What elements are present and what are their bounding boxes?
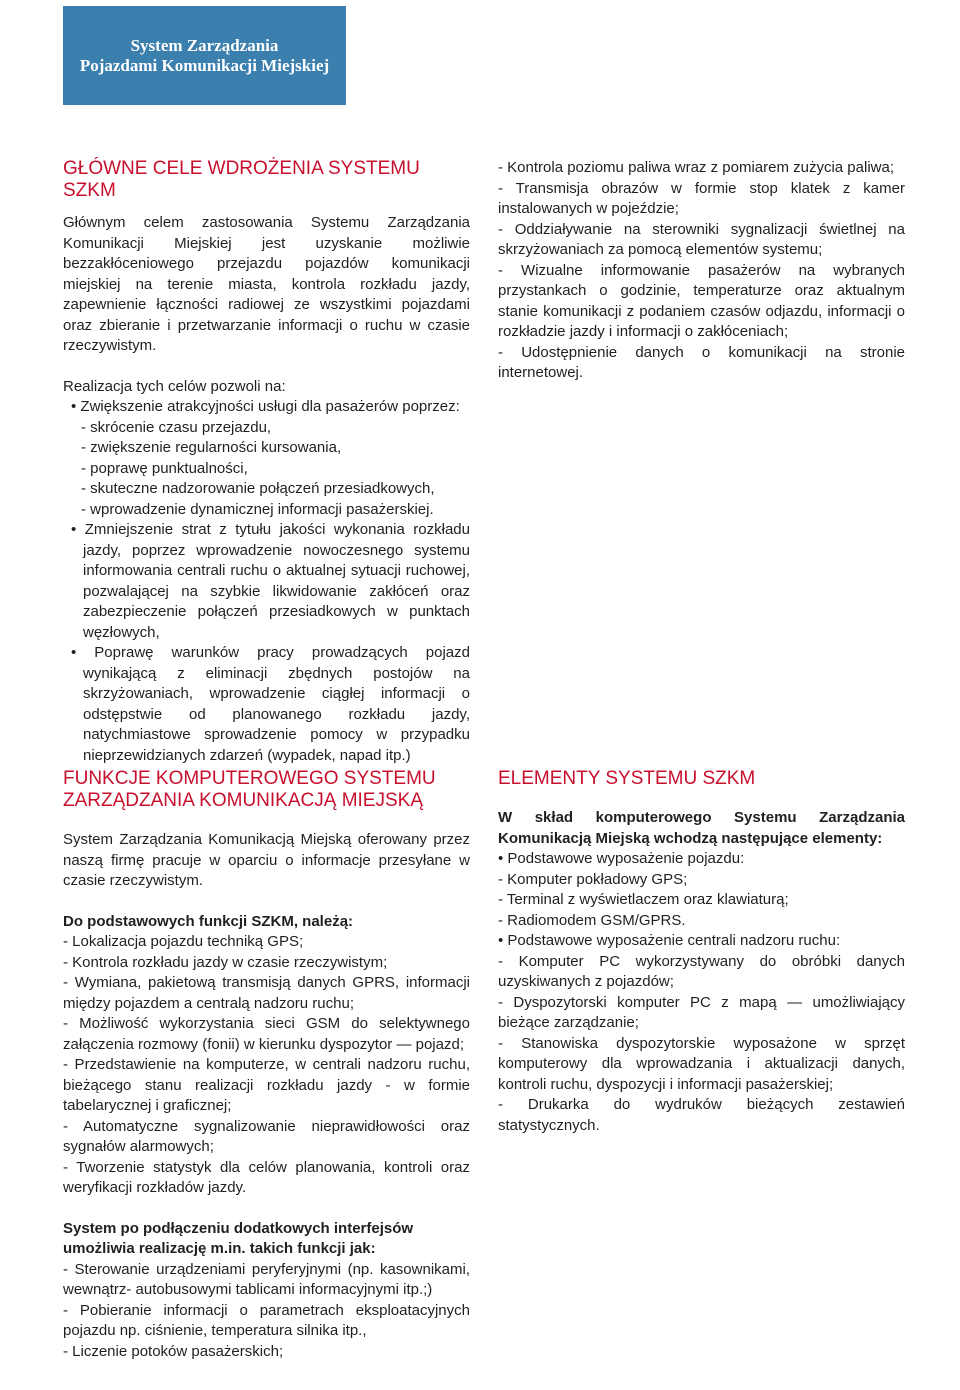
header-title-line1: System Zarządzania (130, 35, 279, 55)
list-item: - Terminal z wyświetlaczem oraz klawiaturą; (498, 891, 789, 908)
list-item: - Komputer PC wykorzystywany do obróbki danych uzyskiwanych z pojazdów; (498, 952, 905, 990)
extra-functions-list (63, 1260, 470, 1363)
goals-heading (63, 158, 470, 202)
list-item: - Dyspozytorski komputer PC z mapą — umożliwiający bieżące zarządzanie; (498, 993, 905, 1031)
list-item: • Podstawowe wyposażenie centrali nadzoru ruchu: (498, 932, 841, 949)
section-elements (498, 768, 905, 1136)
list-item: - Pobieranie informacji o parametrach eksploatacyjnych pojazdu np. ciśnienie, temperatura silnika itp., (63, 1301, 470, 1339)
goal-1: • Zwiększenie atrakcyjności usługi dla pasażerów poprzez: (71, 398, 460, 415)
functions-heading-line2: ZARZĄDZANIA KOMUNIKACJĄ MIEJSKĄ (63, 790, 423, 811)
list-item: - skuteczne nadzorowanie połączeń przesiadkowych, (81, 480, 435, 497)
extra-functions-subtitle: System po podłączeniu dodatkowych interfejsów umożliwia realizację m.in. takich funkcji jak: (63, 1219, 414, 1257)
list-item: - Sterowanie urządzeniami peryferyjnymi (np. kasownikami, wewnątrz- autobusowymi tablicami informacyjnymi itp.;) (63, 1260, 470, 1298)
header-title-line2: Pojazdami Komunikacji Miejskiej (79, 55, 330, 75)
elements-intro: W skład komputerowego Systemu Zarządzania Komunikacją Miejską wchodzą następujące elementy: (498, 809, 905, 847)
section-functions-continued (498, 158, 905, 384)
goal-3: • Poprawę warunków pracy prowadzących pojazd wynikającą z eliminacji zbędnych postojów na skrzyżowaniach, wprowadzenie ciągłej informacji o odstępstwie od planowanego rozkładu jazdy, natychmiastowe sprowadzenie pomocy w przypadku nieprzewidzianych zdarzeń (wypadek, napad itp.) (71, 644, 470, 764)
goal-2: • Zmniejszenie strat z tytułu jakości wykonania rozkładu jazdy, poprzez wprowadzenie nowoczesnego systemu informowania centrali ruchu o aktualnej sytuacji ruchowej, pozwalającej na szybkie likwidowanie zakłóceń oraz zabezpieczenie połączeń przesiadkowych w punktach węzłowych, (71, 521, 470, 641)
elements-list (498, 849, 905, 1136)
list-item: - Wymiana, pakietową transmisją danych GPRS, informacji między pojazdem a centralą nadzoru ruchu; (63, 974, 470, 1012)
list-item: - Stanowiska dyspozytorskie wyposażone w sprzęt komputerowy dla wprowadzania i aktualizacji danych, kontroli ruchu, dyspozycji i informacji pasażerskiej; (498, 1034, 905, 1093)
list-item: - Komputer pokładowy GPS; (498, 870, 688, 888)
list-item: - Drukarka do wydruków bieżących zestawień statystycznych. (498, 1096, 905, 1134)
list-item: - wprowadzenie dynamicznej informacji pasażerskiej. (81, 500, 434, 518)
list-item: - Automatyczne sygnalizowanie nieprawidłowości oraz sygnałów alarmowych; (63, 1117, 470, 1155)
list-item: - Wizualne informowanie pasażerów na wybranych przystankach o godzinie, temperaturze oraz aktualnym stanie komunikacji z podaniem czasów odjazdu, informacji o rozkładzie jazdy i informacji o zakłóceniach; (498, 261, 905, 340)
functions-list (63, 932, 470, 1199)
list-item: • Podstawowe wyposażenie pojazdu: (498, 850, 745, 867)
goals-subtitle: Realizacja tych celów pozwoli na: (63, 377, 286, 395)
elements-heading: ELEMENTY SYSTEMU SZKM (498, 768, 756, 789)
section-goals (63, 158, 470, 766)
list-item: - Tworzenie statystyk dla celów planowania, kontroli oraz weryfikacji rozkładów jazdy. (63, 1158, 470, 1196)
goals-heading-line2: SZKM (63, 180, 116, 201)
list-item: - Kontrola poziomu paliwa wraz z pomiarem zużycia paliwa; (498, 159, 894, 176)
list-item: - Transmisja obrazów w formie stop klatek z kamer instalowanych w pojeździe; (498, 179, 905, 217)
goals-intro: Głównym celem zastosowania Systemu Zarządzania Komunikacji Miejskiej jest uzyskanie możliwie bezzakłóceniowego przejazdu pojazdów komunikacji miejskiej na terenie miasta, kontrola rozkładu jazdy, zapewnienie łączności radiowej ze wszystkimi pojazdami oraz zbieranie i przetwarzanie informacji o ruchu w czasie rzeczywistym. (63, 214, 470, 354)
list-item: - Udostępnienie danych o komunikacji na stronie internetowej. (498, 343, 905, 381)
header-banner (63, 6, 346, 105)
list-item: - Liczenie potoków pasażerskich; (63, 1342, 284, 1360)
goals-heading-line1: GŁÓWNE CELE WDROŻENIA SYSTEMU (63, 158, 420, 179)
functions-heading-line1: FUNKCJE KOMPUTEROWEGO SYSTEMU (63, 768, 436, 789)
functions-subtitle: Do podstawowych funkcji SZKM, należą: (63, 912, 354, 930)
section-functions (63, 768, 470, 1362)
list-item: - Oddziaływanie na sterowniki sygnalizacji świetlnej na skrzyżowaniach za pomocą elementów systemu; (498, 220, 905, 258)
functions-heading (63, 768, 470, 812)
list-item: - Radiomodem GSM/GPRS. (498, 911, 686, 929)
list-item: - Kontrola rozkładu jazdy w czasie rzeczywistym; (63, 953, 388, 971)
list-item: - zwiększenie regularności kursowania, (81, 439, 342, 456)
list-item: - Lokalizacja pojazdu techniką GPS; (63, 933, 304, 950)
list-item: - skrócenie czasu przejazdu, (81, 418, 272, 436)
functions-intro: System Zarządzania Komunikacją Miejską oferowany przez naszą firmę pracuje w oparciu o informacje przesyłane w czasie rzeczywistym. (63, 831, 470, 889)
list-item: - poprawę punktualności, (81, 459, 248, 477)
list-item: - Możliwość wykorzystania sieci GSM do selektywnego załączenia rozmowy (fonii) w kierunku dyspozytor — pojazd; (63, 1015, 470, 1053)
list-item: - Przedstawienie na komputerze, w centrali nadzoru ruchu, bieżącego stanu realizacji rozkładu jazdy - w formie tabelarycznej i graficznej; (63, 1056, 470, 1114)
goal-1-list (63, 418, 470, 521)
